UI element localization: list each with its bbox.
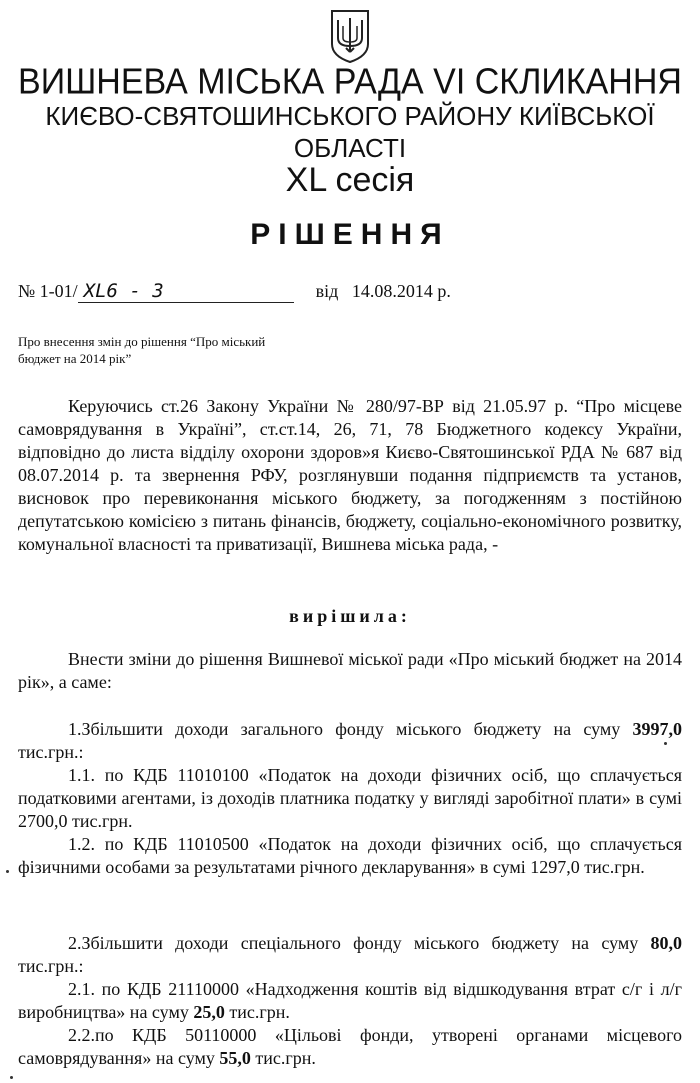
section-1-item: 1.2. по КДБ 11010500 «Податок на доходи фізичних осіб, що сплачується фізичними особами за результатами річного декларування» в сумі 1297,0 тис.грн. — [18, 834, 682, 877]
section-2-item: 2.2.по КДБ 50110000 «Цільові фонди, утворені органами місцевого самоврядування» на суму 55,0 тис.грн. — [18, 1025, 682, 1068]
section-2-item: 2.1. по КДБ 21110000 «Надходження коштів від відшкодування втрат с/г і л/г виробництва» на суму 25,0 тис.грн. — [18, 979, 682, 1022]
decision-title: РІШЕННЯ — [250, 218, 450, 251]
subject-line: Про внесення змін до рішення “Про міський — [18, 334, 266, 349]
subject-line: бюджет на 2014 рік” — [18, 351, 132, 366]
resolved-heading: вирішила: — [289, 606, 411, 626]
section-1-item: 1.1. по КДБ 11010100 «Податок на доходи фізичних осіб, що сплачується податковими агентами, із доходів платника податку у вигляді заробітної плати» в сумі 2700,0 тис.грн. — [18, 765, 682, 831]
item-amount: 55,0 — [219, 1048, 251, 1068]
scan-speck — [664, 742, 667, 745]
item-amount: 25,0 — [193, 1002, 225, 1022]
decision-number-line — [18, 280, 451, 306]
number-prefix: № 1-01/ — [18, 281, 78, 301]
decision-date: 14.08.2014 р. — [351, 281, 451, 301]
section-2-heading: 2.Збільшити доходи спеціального фонду міського бюджету на суму 80,0 тис.грн.: — [18, 933, 682, 976]
trident-coat-of-arms-icon — [329, 8, 371, 64]
section-2 — [18, 932, 682, 1070]
section-1-heading: 1.Збільшити доходи загального фонду міського бюджету на суму 3997,0 тис.грн.: — [18, 719, 682, 762]
scan-speck — [6, 870, 9, 873]
section-2-amount: 80,0 — [650, 933, 682, 953]
section-1 — [18, 718, 682, 879]
scan-speck — [10, 1076, 13, 1079]
section-1-amount: 3997,0 — [632, 719, 682, 739]
decision-subject — [18, 333, 348, 367]
handwritten-number: XL6 - 3 — [78, 280, 294, 303]
district-name: КИЄВО-СВЯТОШИНСЬКОГО РАЙОНУ КИЇВСЬКОЇ ОБЛАСТІ — [45, 101, 655, 163]
session-title: XL сесія — [285, 161, 415, 199]
intro-paragraph: Внести зміни до рішення Вишневої міської ради «Про міський бюджет на 2014 рік», а саме: — [18, 649, 682, 692]
preamble-paragraph: Керуючись ст.26 Закону України № 280/97-ВР від 21.05.97 р. “Про місцеве самоврядування в Україні”, ст.ст.14, 26, 71, 78 Бюджетного кодексу України, відповідно до листа відділу охорони здоров»я Києво-Святошинської РДА № 687 від 08.07.2014 р. та звернення РФУ, розглянувши подання підприємств та установ, висновок про перевиконання міського бюджету, за погодженням з постійною депутатською комісією з питань фінансів, бюджету, соціально-економічного розвитку, комунальної власності та приватизації, Вишнева міська рада, - — [18, 396, 682, 554]
date-label: від — [315, 281, 339, 301]
council-name: ВИШНЕВА МІСЬКА РАДА VI СКЛИКАННЯ — [18, 62, 682, 102]
